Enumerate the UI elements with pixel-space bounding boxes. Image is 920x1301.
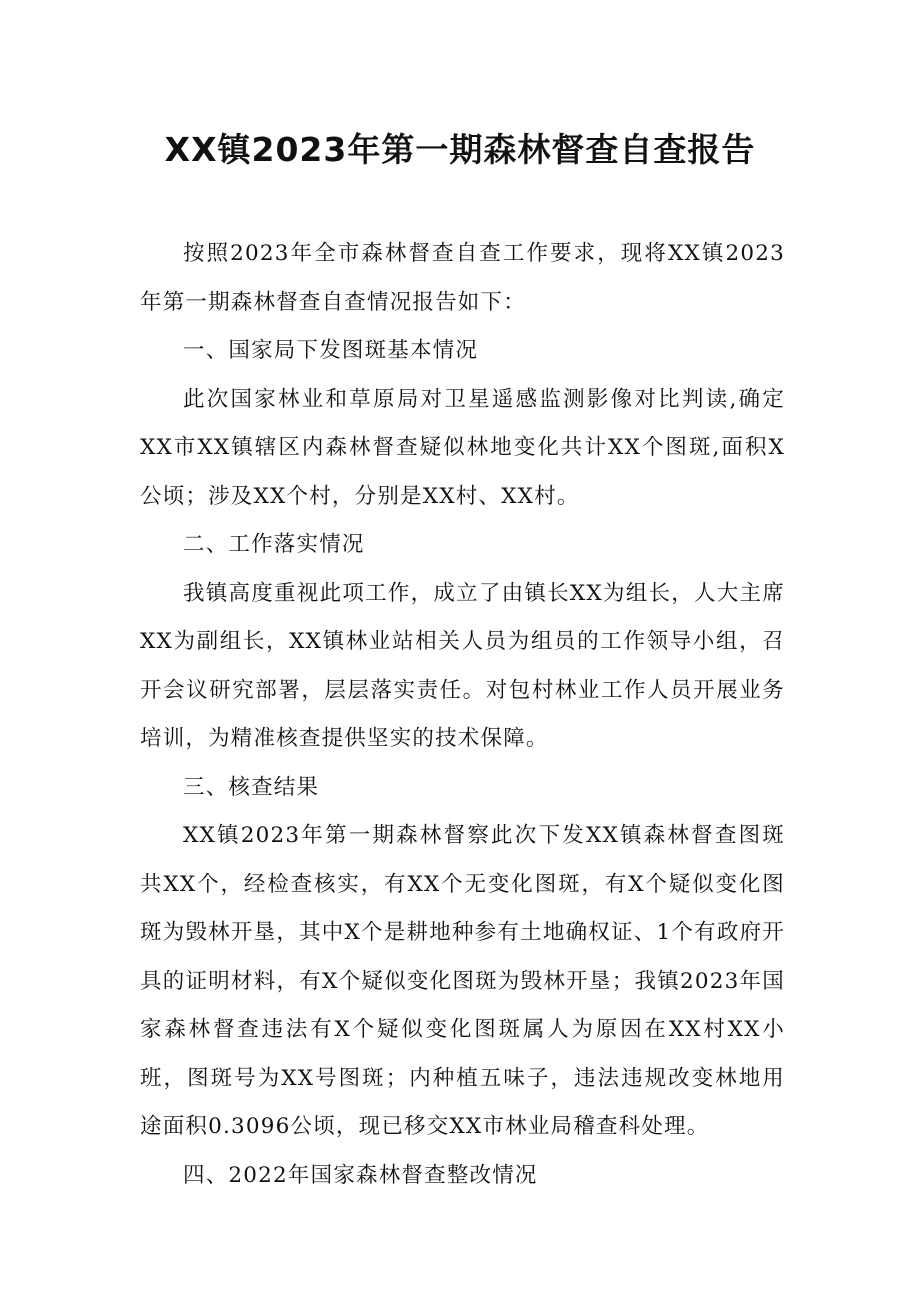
section-heading-2: 二、工作落实情况 bbox=[183, 532, 365, 557]
document-title: XX镇2023年第一期森林督查自查报告 bbox=[164, 130, 756, 169]
paragraph-section-1: 此次国家林业和草原局对卫星遥感监测影像对比判读,确定XX市XX镇辖区内森林督查疑似林地变化共计XX个图斑,面积X公顷；涉及XX个村，分别是XX村、XX村。 bbox=[140, 386, 785, 509]
section-heading-3: 三、核查结果 bbox=[183, 774, 320, 800]
paragraph-section-2: 我镇高度重视此项工作，成立了由镇长XX为组长，人大主席XX为副组长，XX镇林业站相关人员为组员的工作领导小组，召开会议研究部署，层层落实责任。对包村林业工作人员开展业务培训，为精准核查提供坚实的技术保障。 bbox=[140, 580, 785, 751]
section-heading-1: 一、国家局下发图斑基本情况 bbox=[183, 338, 479, 363]
paragraph-intro: 按照2023年全市森林督查自查工作要求，现将XX镇2023年第一期森林督查自查情况报告如下： bbox=[140, 241, 785, 315]
document-body bbox=[140, 230, 785, 1200]
section-heading-4: 四、2022年国家森林督查整改情况 bbox=[183, 1162, 538, 1188]
paragraph-section-3: XX镇2023年第一期森林督察此次下发XX镇森林督查图斑共XX个，经检查核实，有XX个无变化图斑，有X个疑似变化图斑为毁林开垦，其中X个是耕地种参有土地确权证、1个有政府开具的证明材料，有X个疑似变化图斑为毁林开垦；我镇2023年国家森林督查违法有X个疑似变化图斑属人为原因在XX村XX小班，图斑号为XX号图斑；内种植五味子，违法违规改变林地用途面积0.3096公顷，现已移交XX市林业局稽查科处理。 bbox=[140, 823, 785, 1139]
